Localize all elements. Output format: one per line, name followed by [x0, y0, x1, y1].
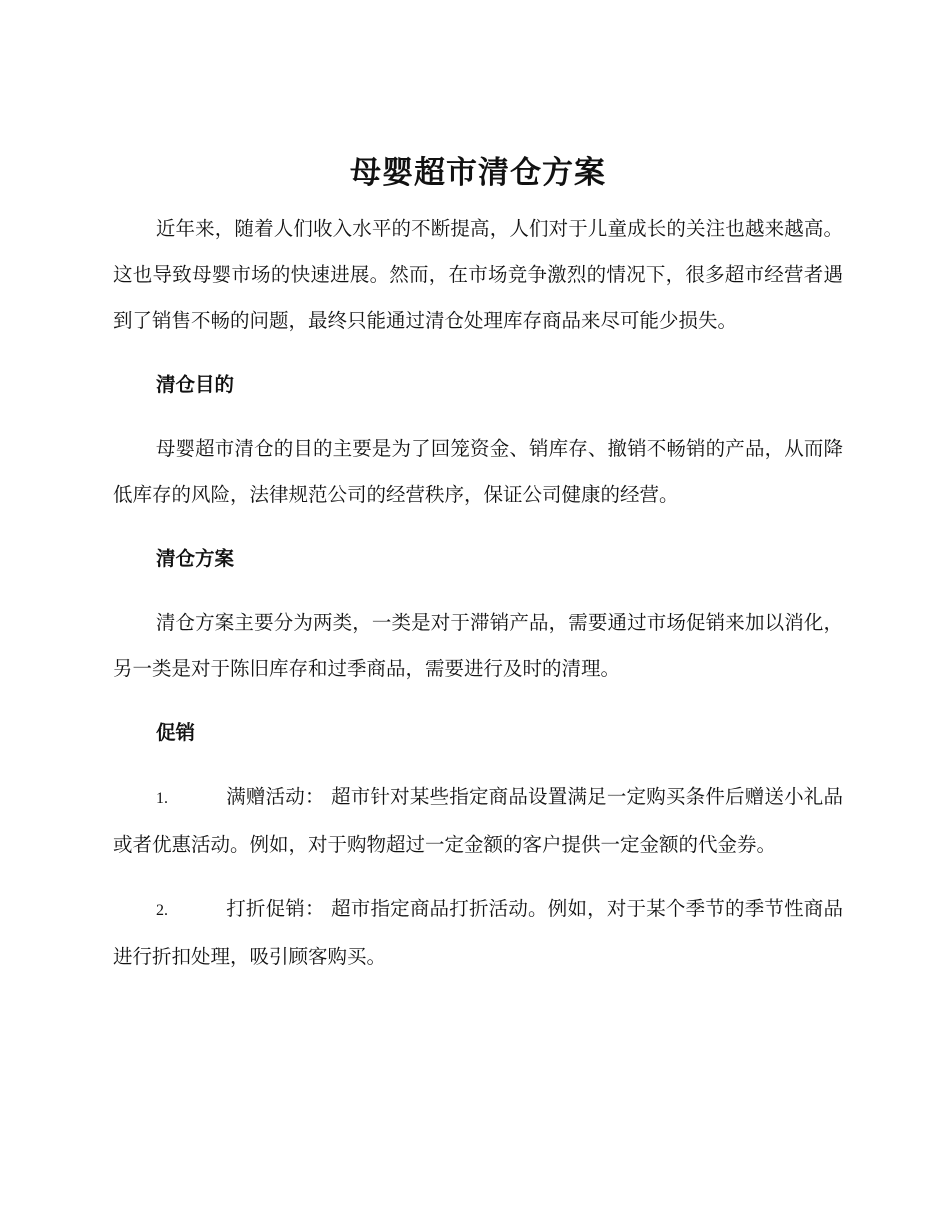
document-title: 母婴超市清仓方案 — [350, 155, 606, 191]
section-body-plan: 清仓方案主要分为两类，一类是对于滞销产品，需要通过市场促销来加以消化，另一类是对于陈旧库存和过季商品，需要进行及时的清理。 — [113, 611, 843, 680]
list-item — [113, 774, 843, 868]
section-heading-purpose: 清仓目的 — [156, 373, 235, 396]
list-item-number: 2. — [156, 902, 168, 919]
section-heading-plan: 清仓方案 — [156, 547, 235, 570]
section-body-purpose: 母婴超市清仓的目的主要是为了回笼资金、销库存、撤销不畅销的产品，从而降低库存的风险，法律规范公司的经营秩序，保证公司健康的经营。 — [113, 437, 843, 506]
list-item-text: 满赠活动： 超市针对某些指定商品设置满足一定购买条件后赠送小礼品或者优惠活动。例如，对于购物超过一定金额的客户提供一定金额的代金券。 — [113, 785, 843, 856]
list-item-text: 打折促销： 超市指定商品打折活动。例如，对于某个季节的季节性商品进行折扣处理，吸引顾客购买。 — [113, 897, 843, 968]
intro-paragraph: 近年来，随着人们收入水平的不断提高，人们对于儿童成长的关注也越来越高。这也导致母婴市场的快速进展。然而，在市场竞争激烈的情况下，很多超市经营者遇到了销售不畅的问题，最终只能通过清仓处理库存商品来尽可能少损失。 — [113, 217, 843, 332]
section-heading-promotion: 促销 — [156, 721, 196, 744]
list-item-number: 1. — [156, 790, 168, 807]
document-content — [113, 146, 843, 998]
list-item — [113, 886, 843, 980]
